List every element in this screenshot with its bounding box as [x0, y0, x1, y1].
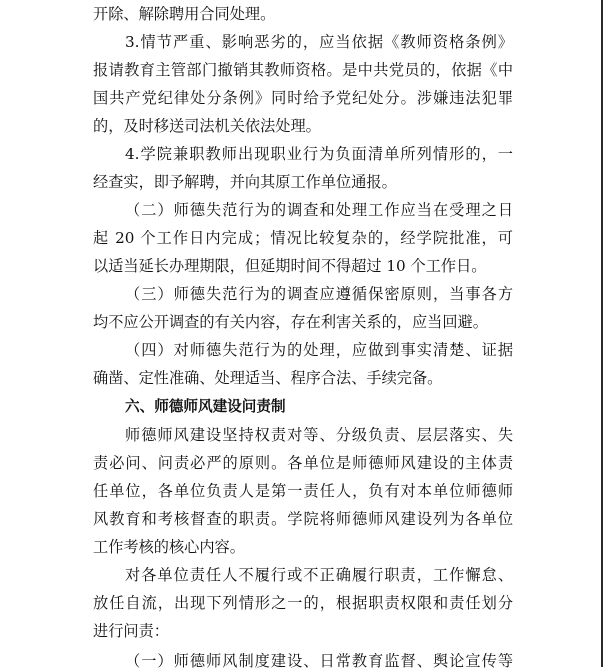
- text-line: 风教育和考核督查的职责。学院将师德师风建设列为各单位: [93, 510, 513, 528]
- text-line: 报请教育主管部门撤销其教师资格。是中共党员的，依据《中: [93, 61, 513, 79]
- text-line: 经查实，即予解聘，并向其原工作单位通报。: [93, 173, 397, 191]
- text-line: 对各单位责任人不履行或不正确履行职责，工作懈怠、: [125, 566, 513, 584]
- text-line: 开除、解除聘用合同处理。: [93, 5, 276, 23]
- text-line: （四）对师德失范行为的处理，应做到事实清楚、证据: [125, 341, 513, 359]
- section-heading: 六、师德师风建设问责制: [125, 398, 286, 415]
- text-line: 工作考核的核心内容。: [93, 538, 245, 556]
- text-line: （一）师德师风制度建设、日常教育监督、舆论宣传等: [125, 652, 513, 670]
- text-line: 放任自流，出现下列情形之一的，根据职责权限和责任划分: [93, 594, 513, 612]
- text-line: 4.学院兼职教师出现职业行为负面清单所列情形的，一: [125, 145, 513, 163]
- text-line: 责必问、问责必严的原则。各单位是师德师风建设的主体责: [93, 454, 513, 472]
- text-line: 师德师风建设坚持权责对等、分级负责、层层落实、失: [125, 426, 513, 444]
- text-line: 均不应公开调查的有关内容，存在利害关系的，应当回避。: [93, 313, 488, 331]
- text-line: （三）师德失范行为的调查应遵循保密原则，当事各方: [125, 285, 513, 303]
- text-line: 3.情节严重、影响恶劣的，应当依据《教师资格条例》: [125, 33, 513, 51]
- text-line: 确凿、定性准确、处理适当、程序合法、手续完备。: [93, 369, 443, 387]
- text-line: 国共产党纪律处分条例》同时给予党纪处分。涉嫌违法犯罪: [93, 89, 513, 107]
- text-line: 进行问责：: [93, 622, 169, 640]
- text-line: 任单位，各单位负责人是第一责任人，负有对本单位师德师: [93, 482, 513, 500]
- text-line: 的，及时移送司法机关依法处理。: [93, 117, 321, 135]
- text-line: 以适当延长办理期限，但延期时间不得超过 10 个工作日。: [93, 257, 487, 275]
- text-line: 起 20 个工作日内完成；情况比较复杂的，经学院批准，可: [93, 229, 513, 247]
- text-line: （二）师德失范行为的调查和处理工作应当在受理之日: [125, 201, 513, 219]
